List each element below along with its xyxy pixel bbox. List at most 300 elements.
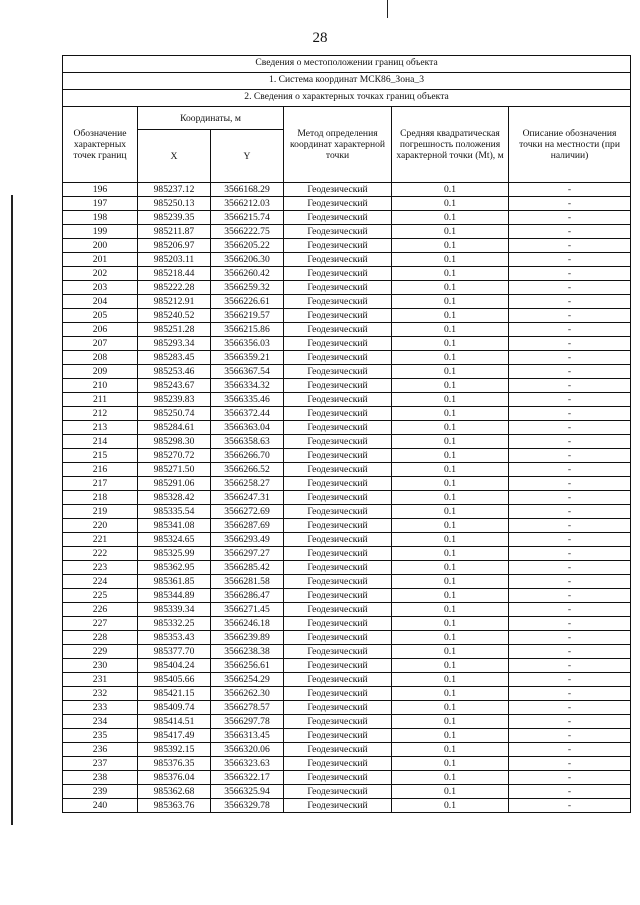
cell-y: 3566254.29: [211, 673, 284, 687]
cell-point-number: 233: [63, 701, 138, 715]
cell-x: 985218.44: [138, 267, 211, 281]
cell-method: Геодезический: [284, 281, 392, 295]
cell-description: -: [509, 267, 631, 281]
cell-x: 985293.34: [138, 337, 211, 351]
table-row: [63, 295, 631, 309]
cell-y: 3566313.45: [211, 729, 284, 743]
cell-y: 3566215.86: [211, 323, 284, 337]
cell-error: 0.1: [392, 575, 509, 589]
cell-y: 3566272.69: [211, 505, 284, 519]
cell-description: -: [509, 421, 631, 435]
cell-point-number: 196: [63, 183, 138, 197]
table-row: [63, 435, 631, 449]
cell-y: 3566297.78: [211, 715, 284, 729]
cell-point-number: 202: [63, 267, 138, 281]
cell-description: -: [509, 295, 631, 309]
cell-point-number: 240: [63, 799, 138, 813]
cell-y: 3566258.27: [211, 477, 284, 491]
cell-error: 0.1: [392, 393, 509, 407]
cell-error: 0.1: [392, 505, 509, 519]
cell-y: 3566226.61: [211, 295, 284, 309]
cell-error: 0.1: [392, 421, 509, 435]
cell-point-number: 206: [63, 323, 138, 337]
table-row: [63, 603, 631, 617]
cell-x: 985206.97: [138, 239, 211, 253]
table-row: [63, 617, 631, 631]
cell-y: 3566322.17: [211, 771, 284, 785]
cell-method: Геодезический: [284, 267, 392, 281]
table-row: [63, 211, 631, 225]
cell-x: 985353.43: [138, 631, 211, 645]
cell-point-number: 199: [63, 225, 138, 239]
column-header-x: X: [138, 130, 211, 183]
cell-point-number: 198: [63, 211, 138, 225]
coordinate-system: 1. Система координат МСК86_Зона_3: [63, 73, 631, 90]
cell-error: 0.1: [392, 351, 509, 365]
table-row: [63, 379, 631, 393]
table-row: [63, 449, 631, 463]
cell-point-number: 214: [63, 435, 138, 449]
cell-error: 0.1: [392, 533, 509, 547]
cell-y: 3566334.32: [211, 379, 284, 393]
table-row: [63, 561, 631, 575]
cell-error: 0.1: [392, 267, 509, 281]
cell-x: 985270.72: [138, 449, 211, 463]
table-row: [63, 799, 631, 813]
table-row: [63, 225, 631, 239]
cell-method: Геодезический: [284, 449, 392, 463]
cell-description: -: [509, 743, 631, 757]
cell-x: 985376.04: [138, 771, 211, 785]
cell-point-number: 229: [63, 645, 138, 659]
table-row: [63, 281, 631, 295]
table-row: [63, 197, 631, 211]
cell-x: 985250.13: [138, 197, 211, 211]
table-row: [63, 715, 631, 729]
cell-description: -: [509, 463, 631, 477]
cell-description: -: [509, 687, 631, 701]
cell-error: 0.1: [392, 407, 509, 421]
cell-description: -: [509, 561, 631, 575]
cell-point-number: 234: [63, 715, 138, 729]
cell-y: 3566358.63: [211, 435, 284, 449]
cell-x: 985203.11: [138, 253, 211, 267]
cell-x: 985328.42: [138, 491, 211, 505]
cell-description: -: [509, 449, 631, 463]
cell-x: 985283.45: [138, 351, 211, 365]
cell-x: 985404.24: [138, 659, 211, 673]
cell-method: Геодезический: [284, 757, 392, 771]
cell-point-number: 217: [63, 477, 138, 491]
cell-y: 3566287.69: [211, 519, 284, 533]
cell-point-number: 219: [63, 505, 138, 519]
cell-y: 3566260.42: [211, 267, 284, 281]
section-title: 2. Сведения о характерных точках границ объекта: [63, 90, 631, 107]
cell-y: 3566256.61: [211, 659, 284, 673]
cell-point-number: 207: [63, 337, 138, 351]
cell-y: 3566297.27: [211, 547, 284, 561]
column-header-y: Y: [211, 130, 284, 183]
cell-description: -: [509, 239, 631, 253]
cell-x: 985361.85: [138, 575, 211, 589]
cell-error: 0.1: [392, 589, 509, 603]
cell-x: 985362.68: [138, 785, 211, 799]
boundary-points-table: [62, 55, 631, 813]
cell-method: Геодезический: [284, 659, 392, 673]
cell-y: 3566271.45: [211, 603, 284, 617]
scan-mark-top: [387, 0, 388, 18]
cell-description: -: [509, 547, 631, 561]
cell-method: Геодезический: [284, 771, 392, 785]
cell-y: 3566259.32: [211, 281, 284, 295]
cell-description: -: [509, 603, 631, 617]
cell-x: 985251.28: [138, 323, 211, 337]
table-row: [63, 365, 631, 379]
cell-point-number: 212: [63, 407, 138, 421]
cell-error: 0.1: [392, 225, 509, 239]
table-row: [63, 687, 631, 701]
cell-point-number: 231: [63, 673, 138, 687]
cell-method: Геодезический: [284, 197, 392, 211]
table-row: [63, 491, 631, 505]
cell-error: 0.1: [392, 449, 509, 463]
cell-description: -: [509, 211, 631, 225]
cell-point-number: 215: [63, 449, 138, 463]
cell-error: 0.1: [392, 645, 509, 659]
cell-y: 3566329.78: [211, 799, 284, 813]
cell-method: Геодезический: [284, 435, 392, 449]
table-row: [63, 729, 631, 743]
cell-method: Геодезический: [284, 379, 392, 393]
cell-y: 3566367.54: [211, 365, 284, 379]
table-row: [63, 267, 631, 281]
cell-method: Геодезический: [284, 421, 392, 435]
table-row: [63, 785, 631, 799]
cell-x: 985341.08: [138, 519, 211, 533]
column-header-method: Метод определения координат характерной точки: [284, 107, 392, 183]
cell-description: -: [509, 631, 631, 645]
cell-y: 3566247.31: [211, 491, 284, 505]
cell-y: 3566359.21: [211, 351, 284, 365]
cell-x: 985239.35: [138, 211, 211, 225]
cell-y: 3566239.89: [211, 631, 284, 645]
cell-description: -: [509, 771, 631, 785]
cell-method: Геодезический: [284, 477, 392, 491]
cell-method: Геодезический: [284, 561, 392, 575]
cell-x: 985421.15: [138, 687, 211, 701]
cell-x: 985240.52: [138, 309, 211, 323]
cell-x: 985222.28: [138, 281, 211, 295]
cell-y: 3566266.52: [211, 463, 284, 477]
cell-method: Геодезический: [284, 799, 392, 813]
cell-method: Геодезический: [284, 225, 392, 239]
cell-error: 0.1: [392, 183, 509, 197]
table-row: [63, 477, 631, 491]
table-row: [63, 463, 631, 477]
cell-point-number: 216: [63, 463, 138, 477]
cell-y: 3566238.38: [211, 645, 284, 659]
cell-method: Геодезический: [284, 603, 392, 617]
cell-description: -: [509, 589, 631, 603]
cell-y: 3566206.30: [211, 253, 284, 267]
cell-error: 0.1: [392, 477, 509, 491]
cell-description: -: [509, 407, 631, 421]
cell-point-number: 201: [63, 253, 138, 267]
cell-method: Геодезический: [284, 491, 392, 505]
table-row: [63, 183, 631, 197]
cell-point-number: 224: [63, 575, 138, 589]
cell-point-number: 237: [63, 757, 138, 771]
column-header-point: Обозначение характерных точек границ: [63, 107, 138, 183]
cell-x: 985324.65: [138, 533, 211, 547]
cell-description: -: [509, 351, 631, 365]
cell-method: Геодезический: [284, 463, 392, 477]
cell-x: 985362.95: [138, 561, 211, 575]
cell-error: 0.1: [392, 197, 509, 211]
cell-point-number: 210: [63, 379, 138, 393]
cell-method: Геодезический: [284, 575, 392, 589]
cell-method: Геодезический: [284, 729, 392, 743]
cell-error: 0.1: [392, 253, 509, 267]
cell-description: -: [509, 645, 631, 659]
cell-method: Геодезический: [284, 407, 392, 421]
cell-error: 0.1: [392, 547, 509, 561]
cell-point-number: 203: [63, 281, 138, 295]
cell-x: 985250.74: [138, 407, 211, 421]
cell-method: Геодезический: [284, 183, 392, 197]
table-row: [63, 253, 631, 267]
cell-x: 985344.89: [138, 589, 211, 603]
table-row: [63, 239, 631, 253]
cell-description: -: [509, 477, 631, 491]
table-row: [63, 393, 631, 407]
cell-point-number: 230: [63, 659, 138, 673]
cell-description: -: [509, 197, 631, 211]
cell-method: Геодезический: [284, 589, 392, 603]
cell-method: Геодезический: [284, 701, 392, 715]
cell-x: 985298.30: [138, 435, 211, 449]
cell-description: -: [509, 253, 631, 267]
table-row: [63, 533, 631, 547]
cell-error: 0.1: [392, 463, 509, 477]
table-row: [63, 351, 631, 365]
cell-point-number: 208: [63, 351, 138, 365]
cell-description: -: [509, 435, 631, 449]
table-row: [63, 673, 631, 687]
cell-y: 3566286.47: [211, 589, 284, 603]
cell-method: Геодезический: [284, 715, 392, 729]
cell-y: 3566320.06: [211, 743, 284, 757]
cell-y: 3566335.46: [211, 393, 284, 407]
table-row: [63, 701, 631, 715]
cell-x: 985339.34: [138, 603, 211, 617]
cell-y: 3566212.03: [211, 197, 284, 211]
scan-mark-left: [11, 195, 13, 825]
cell-error: 0.1: [392, 673, 509, 687]
table-row: [63, 631, 631, 645]
cell-y: 3566262.30: [211, 687, 284, 701]
cell-x: 985271.50: [138, 463, 211, 477]
cell-y: 3566222.75: [211, 225, 284, 239]
cell-method: Геодезический: [284, 337, 392, 351]
column-header-coordinates: Координаты, м: [138, 107, 284, 130]
cell-method: Геодезический: [284, 547, 392, 561]
cell-y: 3566215.74: [211, 211, 284, 225]
cell-x: 985239.83: [138, 393, 211, 407]
cell-error: 0.1: [392, 337, 509, 351]
cell-x: 985237.12: [138, 183, 211, 197]
cell-y: 3566293.49: [211, 533, 284, 547]
cell-error: 0.1: [392, 631, 509, 645]
table-row: [63, 547, 631, 561]
cell-description: -: [509, 715, 631, 729]
cell-description: -: [509, 505, 631, 519]
cell-point-number: 204: [63, 295, 138, 309]
cell-x: 985335.54: [138, 505, 211, 519]
cell-method: Геодезический: [284, 239, 392, 253]
cell-error: 0.1: [392, 617, 509, 631]
table-row: [63, 421, 631, 435]
cell-error: 0.1: [392, 561, 509, 575]
cell-y: 3566168.29: [211, 183, 284, 197]
cell-description: -: [509, 393, 631, 407]
cell-error: 0.1: [392, 211, 509, 225]
cell-y: 3566281.58: [211, 575, 284, 589]
cell-error: 0.1: [392, 295, 509, 309]
cell-point-number: 238: [63, 771, 138, 785]
cell-description: -: [509, 491, 631, 505]
column-header-description: Описание обозначения точки на местности (при наличии): [509, 107, 631, 183]
cell-point-number: 211: [63, 393, 138, 407]
cell-description: -: [509, 729, 631, 743]
cell-method: Геодезический: [284, 743, 392, 757]
cell-y: 3566285.42: [211, 561, 284, 575]
cell-description: -: [509, 617, 631, 631]
table-row: [63, 323, 631, 337]
cell-y: 3566356.03: [211, 337, 284, 351]
cell-y: 3566363.04: [211, 421, 284, 435]
cell-error: 0.1: [392, 659, 509, 673]
cell-error: 0.1: [392, 687, 509, 701]
cell-point-number: 218: [63, 491, 138, 505]
cell-error: 0.1: [392, 701, 509, 715]
cell-description: -: [509, 673, 631, 687]
cell-point-number: 223: [63, 561, 138, 575]
cell-point-number: 205: [63, 309, 138, 323]
cell-point-number: 226: [63, 603, 138, 617]
cell-error: 0.1: [392, 239, 509, 253]
table-row: [63, 337, 631, 351]
cell-point-number: 200: [63, 239, 138, 253]
cell-description: -: [509, 365, 631, 379]
cell-description: -: [509, 785, 631, 799]
cell-point-number: 209: [63, 365, 138, 379]
cell-description: -: [509, 659, 631, 673]
cell-point-number: 213: [63, 421, 138, 435]
cell-y: 3566246.18: [211, 617, 284, 631]
table-row: [63, 309, 631, 323]
cell-method: Геодезический: [284, 645, 392, 659]
cell-error: 0.1: [392, 491, 509, 505]
cell-description: -: [509, 225, 631, 239]
cell-description: -: [509, 309, 631, 323]
cell-x: 985291.06: [138, 477, 211, 491]
cell-error: 0.1: [392, 785, 509, 799]
table-row: [63, 743, 631, 757]
cell-point-number: 239: [63, 785, 138, 799]
table-row: [63, 589, 631, 603]
cell-error: 0.1: [392, 281, 509, 295]
cell-point-number: 232: [63, 687, 138, 701]
cell-error: 0.1: [392, 323, 509, 337]
cell-x: 985284.61: [138, 421, 211, 435]
cell-x: 985363.76: [138, 799, 211, 813]
cell-x: 985409.74: [138, 701, 211, 715]
table-title: Сведения о местоположении границ объекта: [63, 56, 631, 73]
cell-x: 985325.99: [138, 547, 211, 561]
cell-y: 3566323.63: [211, 757, 284, 771]
cell-point-number: 227: [63, 617, 138, 631]
table-row: [63, 519, 631, 533]
cell-description: -: [509, 323, 631, 337]
cell-x: 985414.51: [138, 715, 211, 729]
cell-method: Геодезический: [284, 687, 392, 701]
cell-x: 985376.35: [138, 757, 211, 771]
cell-method: Геодезический: [284, 617, 392, 631]
cell-error: 0.1: [392, 729, 509, 743]
cell-description: -: [509, 379, 631, 393]
cell-y: 3566325.94: [211, 785, 284, 799]
cell-y: 3566372.44: [211, 407, 284, 421]
table-row: [63, 407, 631, 421]
table-row: [63, 659, 631, 673]
cell-x: 985212.91: [138, 295, 211, 309]
cell-method: Геодезический: [284, 631, 392, 645]
cell-description: -: [509, 799, 631, 813]
cell-error: 0.1: [392, 309, 509, 323]
table-row: [63, 645, 631, 659]
cell-description: -: [509, 337, 631, 351]
cell-error: 0.1: [392, 379, 509, 393]
cell-description: -: [509, 533, 631, 547]
cell-method: Геодезический: [284, 533, 392, 547]
cell-y: 3566219.57: [211, 309, 284, 323]
cell-error: 0.1: [392, 435, 509, 449]
cell-error: 0.1: [392, 757, 509, 771]
cell-x: 985377.70: [138, 645, 211, 659]
cell-method: Геодезический: [284, 785, 392, 799]
cell-method: Геодезический: [284, 323, 392, 337]
cell-method: Геодезический: [284, 309, 392, 323]
cell-description: -: [509, 575, 631, 589]
table-row: [63, 575, 631, 589]
cell-description: -: [509, 281, 631, 295]
page-number: 28: [312, 30, 328, 46]
cell-y: 3566205.22: [211, 239, 284, 253]
cell-y: 3566278.57: [211, 701, 284, 715]
cell-error: 0.1: [392, 603, 509, 617]
cell-point-number: 228: [63, 631, 138, 645]
cell-point-number: 236: [63, 743, 138, 757]
cell-point-number: 220: [63, 519, 138, 533]
cell-x: 985332.25: [138, 617, 211, 631]
cell-x: 985243.67: [138, 379, 211, 393]
cell-error: 0.1: [392, 743, 509, 757]
cell-method: Геодезический: [284, 295, 392, 309]
table-row: [63, 757, 631, 771]
cell-point-number: 235: [63, 729, 138, 743]
table-row: [63, 505, 631, 519]
